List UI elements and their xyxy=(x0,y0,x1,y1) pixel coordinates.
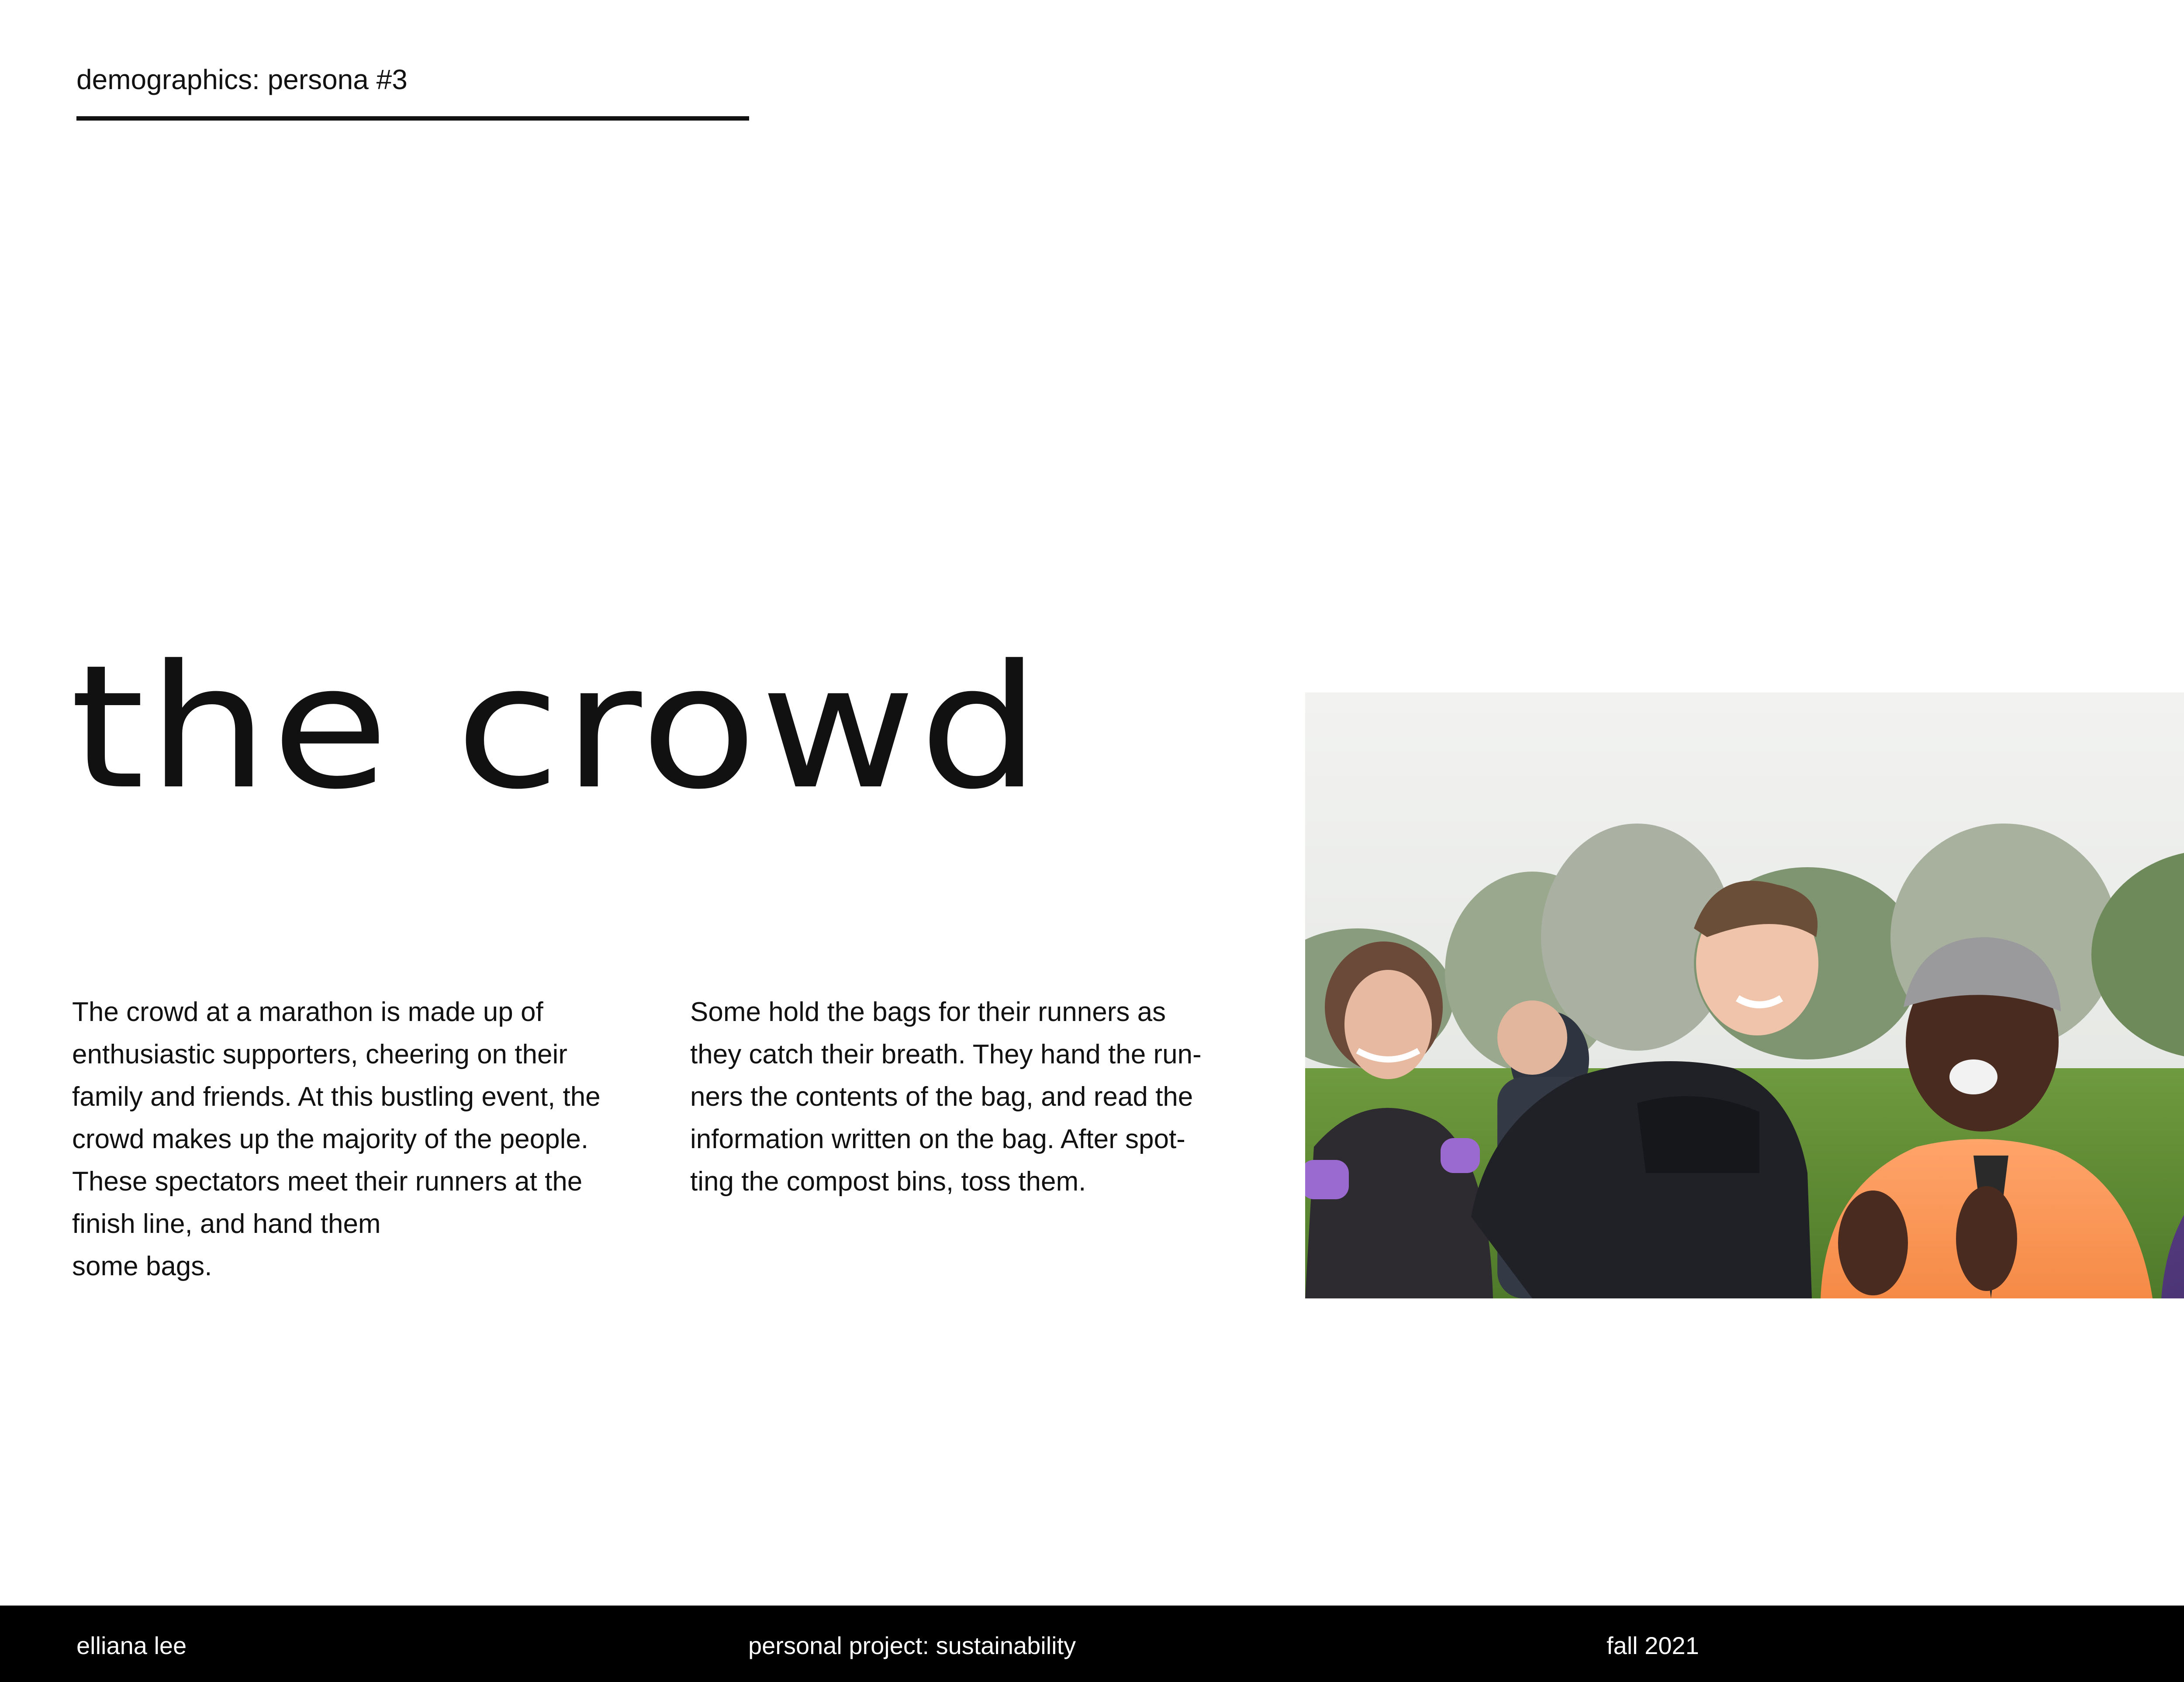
paragraph-line: These spectators meet their runners at the xyxy=(72,1166,583,1197)
crowd-photo xyxy=(1305,692,2184,1298)
paragraph-line: crowd makes up the majority of the people. xyxy=(72,1124,589,1154)
footer-author: elliana lee xyxy=(76,1632,187,1659)
crowd-photo-illustration xyxy=(1305,692,2184,1298)
paragraph-line: Some hold the bags for their runners as xyxy=(690,997,1166,1027)
paragraph-line: they catch their breath. They hand the run- xyxy=(690,1039,1202,1069)
paragraph-line: ners the contents of the bag, and read the xyxy=(690,1082,1193,1112)
section-divider xyxy=(76,116,749,121)
footer-bar xyxy=(0,1606,2184,1682)
footer-project: personal project: sustainability xyxy=(748,1632,1076,1659)
paragraph-line: The crowd at a marathon is made up of xyxy=(72,997,543,1027)
section-label: demographics: persona #3 xyxy=(76,64,408,95)
paragraph-line: enthusiastic supporters, cheering on their xyxy=(72,1039,567,1069)
page-title: the crowd xyxy=(70,628,1044,827)
paragraph-line: ting the compost bins, toss them. xyxy=(690,1166,1086,1197)
paragraph-line: finish line, and hand them xyxy=(72,1209,381,1239)
body-text-column-1 xyxy=(72,991,662,1287)
footer-term: fall 2021 xyxy=(1607,1632,1699,1659)
paragraph-line: some bags. xyxy=(72,1251,212,1281)
paragraph-line: family and friends. At this bustling event, the xyxy=(72,1082,601,1112)
paragraph-line: information written on the bag. After spot- xyxy=(690,1124,1185,1154)
body-text-column-2 xyxy=(690,991,1293,1203)
